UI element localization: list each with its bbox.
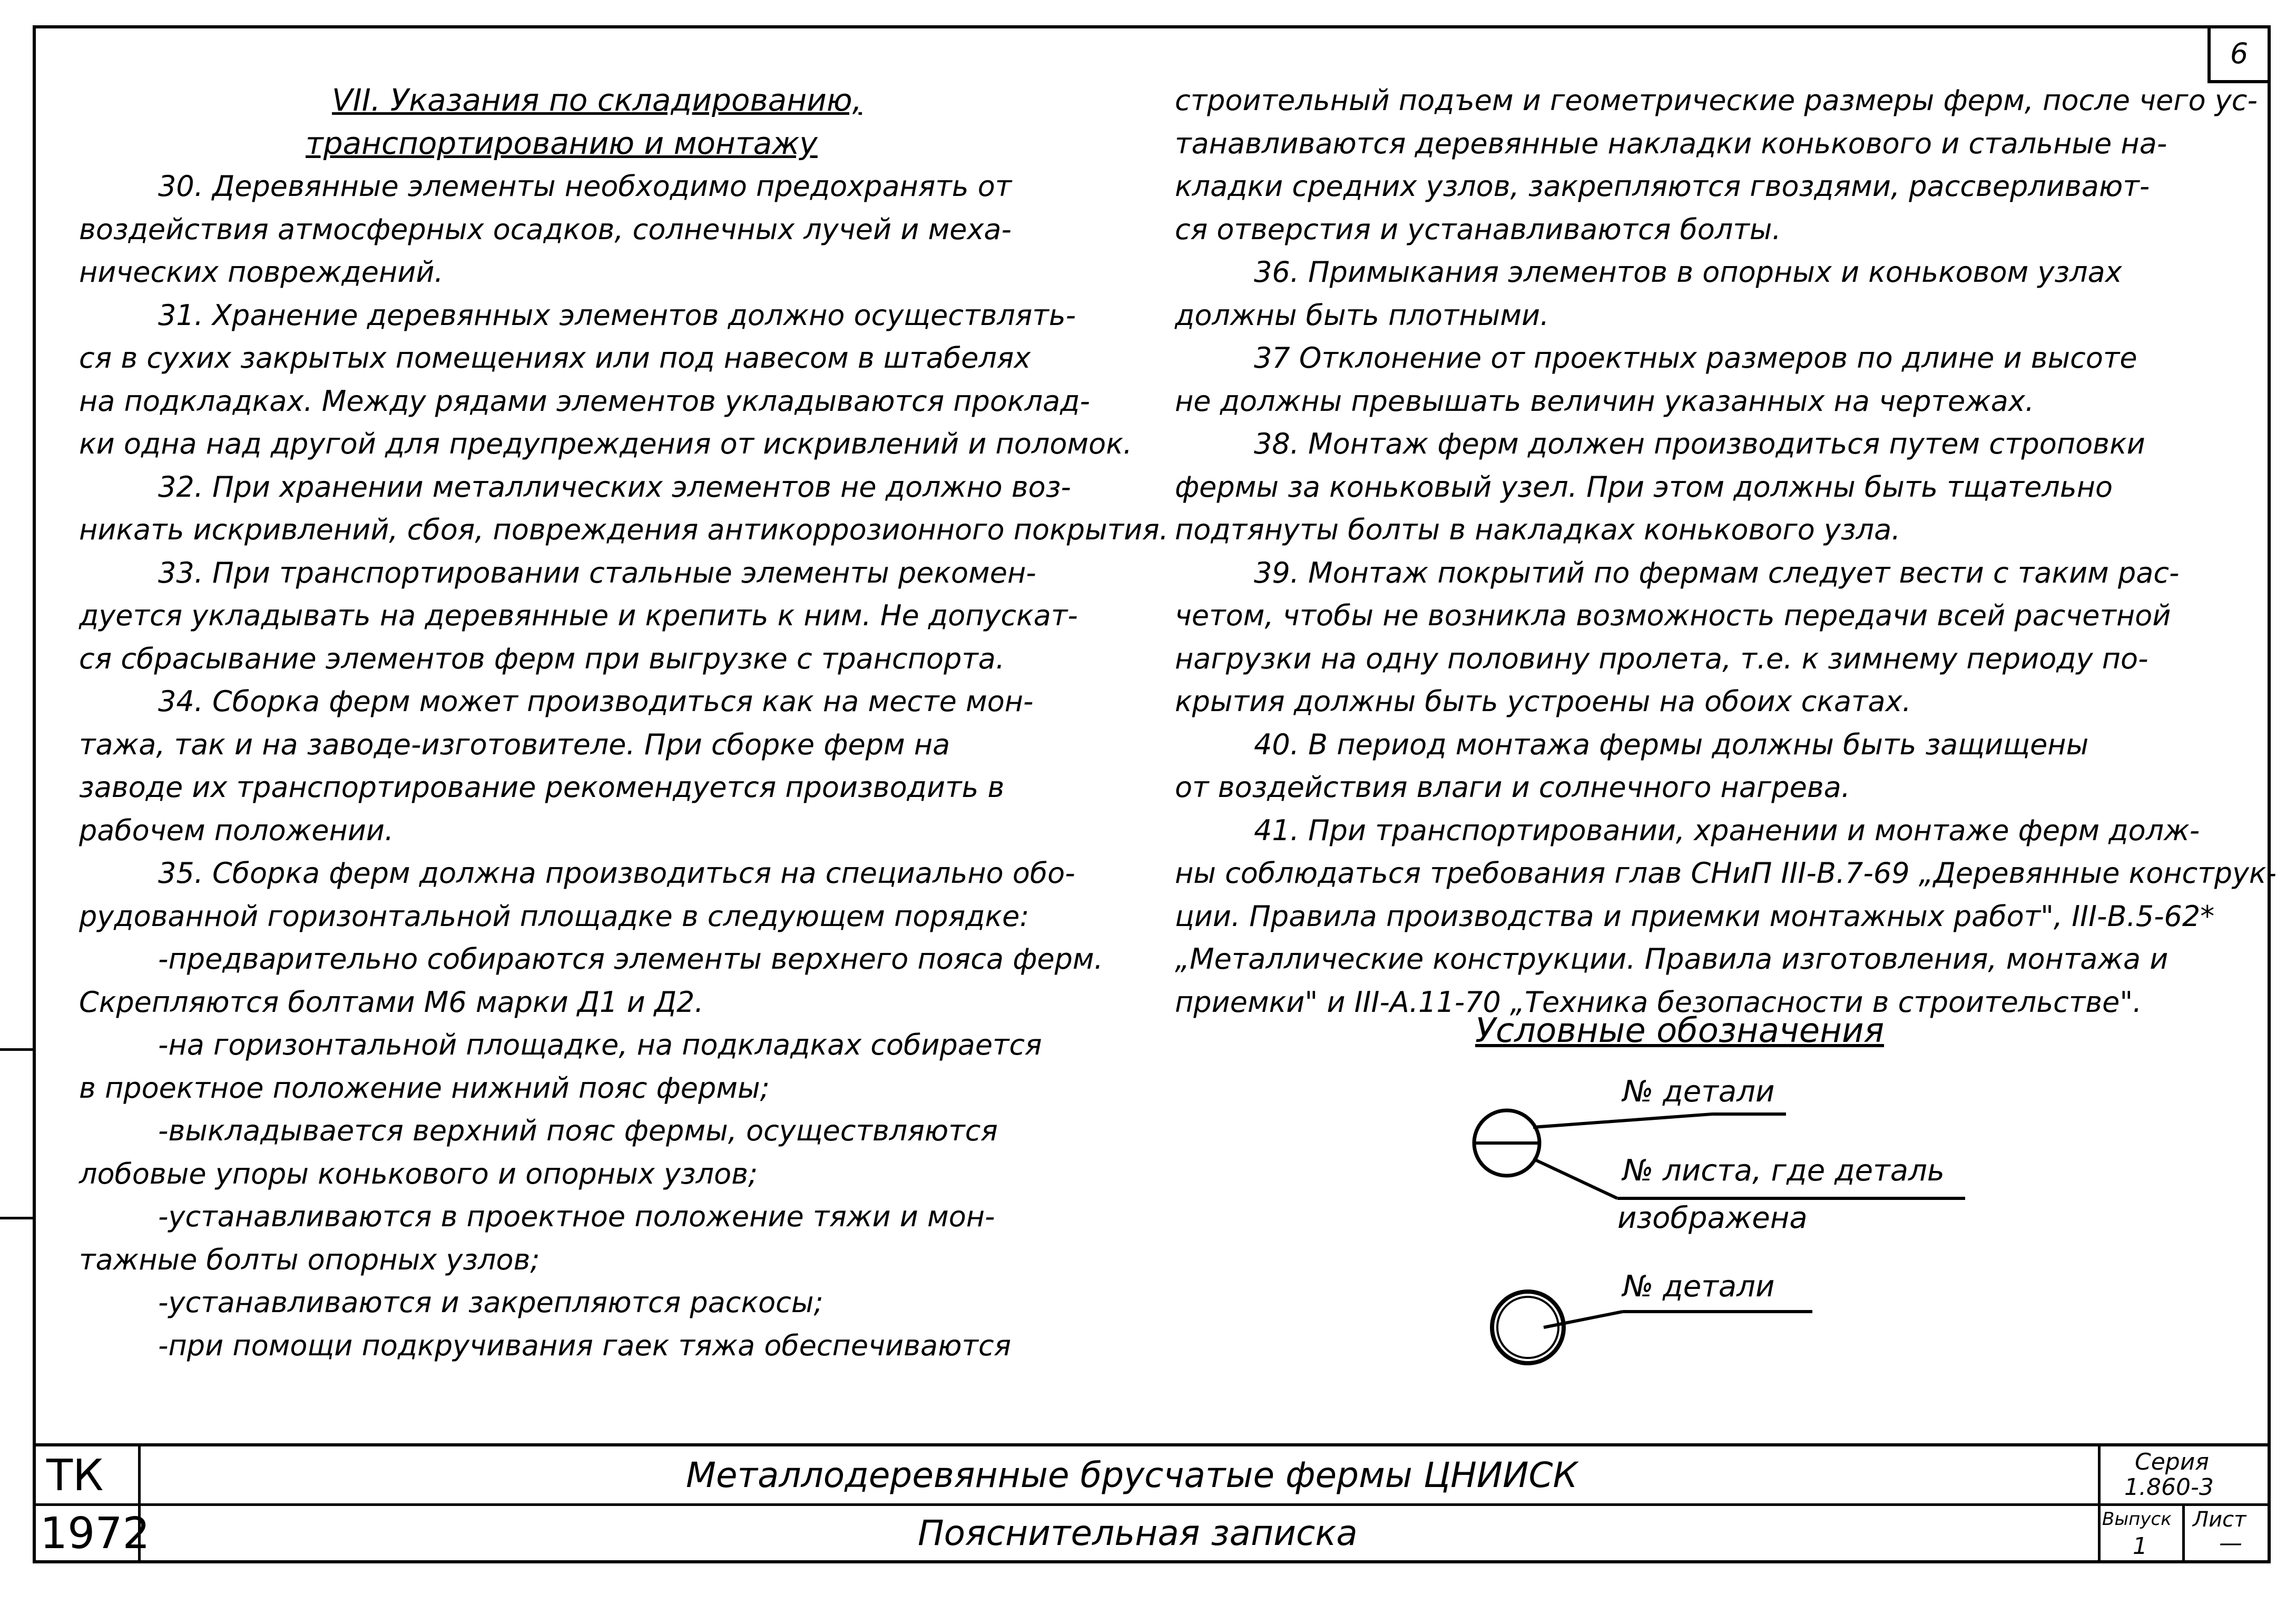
legend-sheet-number-label: № листа, где деталь <box>1623 1154 1945 1188</box>
legend-depicted-label: изображена <box>1617 1201 1808 1235</box>
text-line: строительный подъем и геометрические размеры ферм, после чего ус- <box>1175 84 2258 117</box>
text-line: нических повреждений. <box>79 255 444 289</box>
text-line: 33. При транспортировании стальные элементы рекомен- <box>158 556 1036 589</box>
text-line: 37 Отклонение от проектных размеров по длине и высоте <box>1254 341 2137 375</box>
section-title-line2: транспортированию и монтажу <box>306 125 818 161</box>
title-block <box>33 1443 2271 1563</box>
text-line: лобовые упоры конькового и опорных узлов; <box>79 1157 758 1190</box>
text-line: 36. Примыкания элементов в опорных и коньковом узлах <box>1254 255 2122 289</box>
left-column <box>79 79 1169 1367</box>
text-line: воздействия атмосферных осадков, солнечных лучей и меха- <box>79 212 1012 246</box>
series-value: 1.860-3 <box>2124 1474 2214 1501</box>
margin-tick <box>0 1217 33 1219</box>
text-line: ны соблюдаться требования глав СНиП III-В.7-69 „Деревянные конструк- <box>1175 856 2277 890</box>
text-line: фермы за коньковый узел. При этом должны быть тщательно <box>1175 470 2113 504</box>
text-line: кладки средних узлов, закрепляются гвоздями, рассверливают- <box>1175 170 2150 203</box>
text-line: приемки" и III-А.11-70 „Техника безопасности в строительстве". <box>1175 985 2142 1019</box>
issue-label: Выпуск <box>2102 1509 2172 1530</box>
text-line: 41. При транспортировании, хранении и монтаже ферм долж- <box>1254 813 2200 847</box>
text-line: 34. Сборка ферм может производиться как на месте мон- <box>158 685 1034 718</box>
title-block-subtitle: Пояснительная записка <box>918 1513 1358 1553</box>
title-block-main-title: Металлодеревянные брусчатые фермы ЦНИИСК <box>686 1455 1578 1495</box>
text-line: 32. При хранении металлических элементов не должно воз- <box>158 470 1071 504</box>
sheet-value: — <box>2219 1530 2242 1557</box>
text-line: подтянуты болты в накладках конькового узла. <box>1175 513 1901 546</box>
page-number: 6 <box>2207 25 2271 83</box>
margin-tick <box>0 1048 33 1051</box>
issue-value: 1 <box>2133 1533 2147 1560</box>
text-line: рудованной горизонтальной площадке в следующем порядке: <box>79 899 1029 933</box>
text-line: -выкладывается верхний пояс фермы, осуществляются <box>158 1114 998 1147</box>
text-line: ся сбрасывание элементов ферм при выгрузке с транспорта. <box>79 642 1005 675</box>
text-line: 40. В период монтажа фермы должны быть защищены <box>1254 727 2089 761</box>
legend-detail-number-label-2: № детали <box>1623 1269 1775 1304</box>
text-line: ции. Правила производства и приемки монтажных работ", III-В.5-62* <box>1175 899 2215 933</box>
text-line: четом, чтобы не возникла возможность передачи всей расчетной <box>1175 599 2171 632</box>
text-line: на подкладках. Между рядами элементов укладываются проклад- <box>79 384 1091 418</box>
text-line: ки одна над другой для предупреждения от искривлений и поломок. <box>79 427 1132 460</box>
text-line: от воздействия влаги и солнечного нагрева. <box>1175 771 1850 804</box>
text-line: рабочем положении. <box>79 813 394 847</box>
text-line: 35. Сборка ферм должна производиться на специально обо- <box>158 856 1075 890</box>
right-text-body <box>1175 79 2277 1023</box>
text-line: крытия должны быть устроены на обоих скатах. <box>1175 685 1911 718</box>
right-column <box>1175 79 2277 1023</box>
text-line: -предварительно собираются элементы верхнего пояса ферм. <box>158 942 1103 976</box>
text-line: никать искривлений, сбоя, повреждения антикоррозионного покрытия. <box>79 513 1169 546</box>
section-title-line1: VII. Указания по складированию, <box>332 82 862 118</box>
legend-title: Условные обозначения <box>1475 1011 1885 1050</box>
text-line: не должны превышать величин указанных на чертежах. <box>1175 384 2035 418</box>
title-block-code: ТК <box>46 1451 104 1501</box>
text-line: -устанавливаются и закрепляются раскосы; <box>158 1286 823 1319</box>
text-line: „Металлические конструкции. Правила изготовления, монтажа и <box>1175 942 2169 976</box>
text-line: дуется укладывать на деревянные и крепить к ним. Не допускат- <box>79 599 1078 632</box>
text-line: -при помощи подкручивания гаек тяжа обеспечиваются <box>158 1328 1012 1362</box>
left-text-body <box>79 165 1169 1367</box>
text-line: ся в сухих закрытых помещениях или под навесом в штабелях <box>79 341 1031 375</box>
text-line: нагрузки на одну половину пролета, т.е. к зимнему периоду по- <box>1175 642 2148 675</box>
text-line: 38. Монтаж ферм должен производиться путем строповки <box>1254 427 2145 460</box>
text-line: тажные болты опорных узлов; <box>79 1243 540 1276</box>
text-line: 39. Монтаж покрытий по фермам следует вести с таким рас- <box>1254 556 2180 589</box>
text-line: заводе их транспортирование рекомендуется производить в <box>79 771 1005 804</box>
text-line: должны быть плотными. <box>1175 298 1549 332</box>
text-line: -на горизонтальной площадке, на подкладках собирается <box>158 1028 1042 1061</box>
text-line: ся отверстия и устанавливаются болты. <box>1175 212 1781 246</box>
text-line: 30. Деревянные элементы необходимо предохранять от <box>158 170 1012 203</box>
title-block-year: 1972 <box>40 1509 150 1559</box>
text-line: тажа, так и на заводе-изготовителе. При сборке ферм на <box>79 727 950 761</box>
text-line: -устанавливаются в проектное положение тяжи и мон- <box>158 1200 995 1233</box>
text-line: танавливаются деревянные накладки конькового и стальные на- <box>1175 126 2167 160</box>
series-label: Серия <box>2135 1449 2209 1475</box>
legend-detail-number-label: № детали <box>1623 1075 1775 1109</box>
text-line: Скрепляются болтами М6 марки Д1 и Д2. <box>79 985 704 1019</box>
sheet-label: Лист <box>2193 1508 2246 1532</box>
text-line: в проектное положение нижний пояс фермы; <box>79 1071 770 1105</box>
detail-circle-icon <box>1492 1292 1564 1363</box>
text-line: 31. Хранение деревянных элементов должно осуществлять- <box>158 298 1076 332</box>
